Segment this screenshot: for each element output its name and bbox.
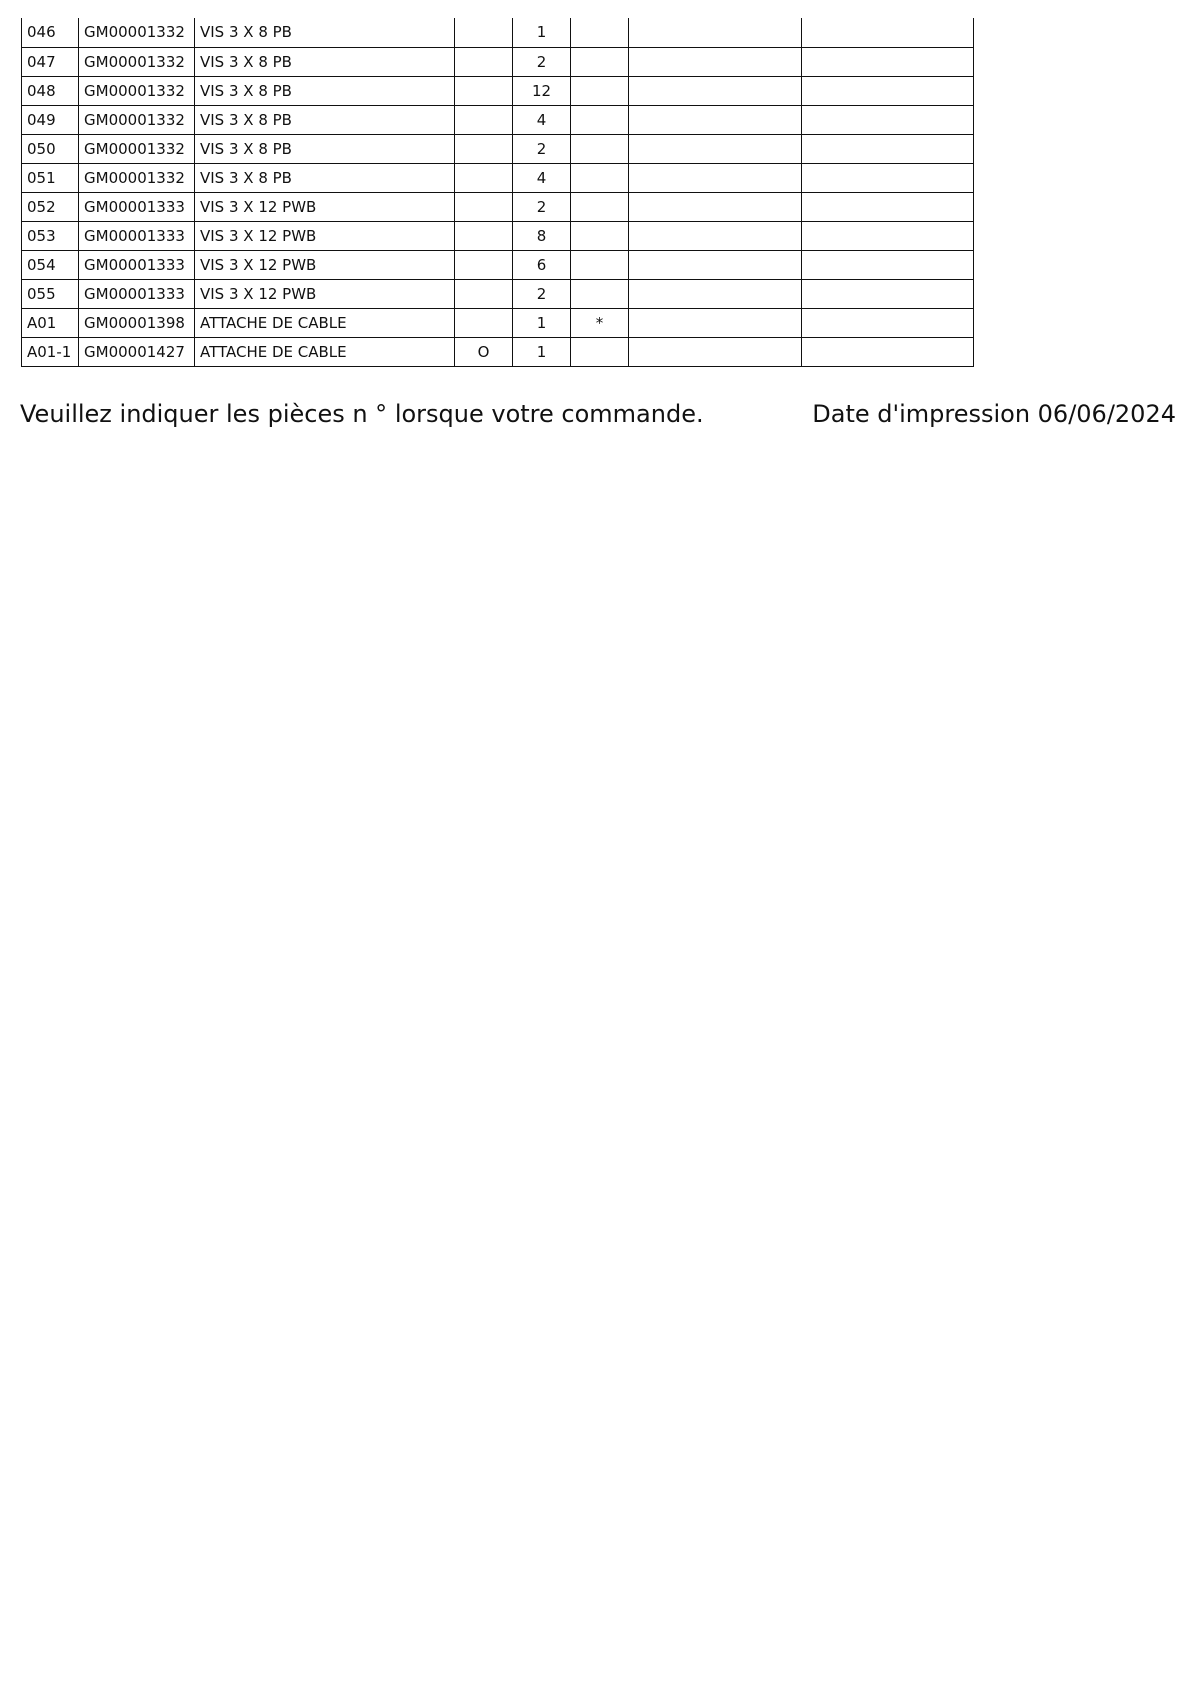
part-ref-cell: 055 [22, 279, 79, 308]
part-quantity-cell: 1 [513, 308, 571, 337]
part-extra-cell [629, 163, 802, 192]
part-flag-cell [571, 105, 629, 134]
part-mark-cell [455, 308, 513, 337]
part-ref-cell: 053 [22, 221, 79, 250]
part-ref-cell: 051 [22, 163, 79, 192]
part-extra-cell [629, 337, 802, 366]
part-code-cell: GM00001332 [79, 105, 195, 134]
part-extra-cell [802, 337, 974, 366]
part-quantity-cell: 6 [513, 250, 571, 279]
part-mark-cell [455, 279, 513, 308]
part-quantity-cell: 8 [513, 221, 571, 250]
part-ref-cell: 047 [22, 47, 79, 76]
order-instruction-note: Veuillez indiquer les pièces n ° lorsque votre commande. [20, 400, 704, 428]
part-quantity-cell: 4 [513, 105, 571, 134]
part-extra-cell [802, 18, 974, 47]
part-flag-cell [571, 279, 629, 308]
part-extra-cell [629, 47, 802, 76]
part-mark-cell [455, 192, 513, 221]
part-description-cell: VIS 3 X 8 PB [195, 105, 455, 134]
part-mark-cell [455, 163, 513, 192]
part-description-cell: VIS 3 X 8 PB [195, 163, 455, 192]
part-extra-cell [802, 47, 974, 76]
part-extra-cell [802, 250, 974, 279]
part-ref-cell: 050 [22, 134, 79, 163]
part-quantity-cell: 4 [513, 163, 571, 192]
part-mark-cell [455, 134, 513, 163]
part-code-cell: GM00001332 [79, 18, 195, 47]
part-flag-cell [571, 192, 629, 221]
table-row [22, 308, 974, 337]
print-date: Date d'impression 06/06/2024 [812, 400, 1176, 428]
part-flag-cell [571, 337, 629, 366]
part-description-cell: VIS 3 X 8 PB [195, 134, 455, 163]
part-quantity-cell: 2 [513, 192, 571, 221]
part-ref-cell: 052 [22, 192, 79, 221]
part-extra-cell [629, 221, 802, 250]
part-code-cell: GM00001333 [79, 279, 195, 308]
part-code-cell: GM00001398 [79, 308, 195, 337]
part-code-cell: GM00001332 [79, 134, 195, 163]
part-description-cell: VIS 3 X 12 PWB [195, 250, 455, 279]
part-ref-cell: 054 [22, 250, 79, 279]
part-code-cell: GM00001333 [79, 250, 195, 279]
table-row [22, 134, 974, 163]
table-row [22, 192, 974, 221]
part-mark-cell [455, 18, 513, 47]
part-flag-cell [571, 18, 629, 47]
part-flag-cell [571, 76, 629, 105]
part-code-cell: GM00001427 [79, 337, 195, 366]
part-mark-cell [455, 105, 513, 134]
part-mark-cell [455, 221, 513, 250]
part-description-cell: VIS 3 X 12 PWB [195, 279, 455, 308]
part-extra-cell [802, 163, 974, 192]
part-mark-cell [455, 76, 513, 105]
part-extra-cell [802, 192, 974, 221]
part-extra-cell [629, 18, 802, 47]
table-row [22, 47, 974, 76]
part-extra-cell [802, 76, 974, 105]
part-description-cell: VIS 3 X 12 PWB [195, 192, 455, 221]
table-row [22, 279, 974, 308]
part-extra-cell [802, 308, 974, 337]
part-flag-cell: * [571, 308, 629, 337]
part-ref-cell: 048 [22, 76, 79, 105]
table-row [22, 18, 974, 47]
part-code-cell: GM00001332 [79, 163, 195, 192]
part-quantity-cell: 1 [513, 337, 571, 366]
part-extra-cell [629, 308, 802, 337]
part-quantity-cell: 2 [513, 134, 571, 163]
part-code-cell: GM00001332 [79, 47, 195, 76]
part-extra-cell [629, 105, 802, 134]
part-flag-cell [571, 250, 629, 279]
part-mark-cell [455, 250, 513, 279]
table-row [22, 337, 974, 366]
part-extra-cell [629, 134, 802, 163]
part-description-cell: VIS 3 X 12 PWB [195, 221, 455, 250]
part-mark-cell [455, 47, 513, 76]
parts-table [21, 18, 974, 367]
table-row [22, 76, 974, 105]
part-quantity-cell: 12 [513, 76, 571, 105]
part-extra-cell [802, 279, 974, 308]
part-extra-cell [802, 134, 974, 163]
part-quantity-cell: 2 [513, 47, 571, 76]
part-ref-cell: 049 [22, 105, 79, 134]
part-code-cell: GM00001332 [79, 76, 195, 105]
table-row [22, 250, 974, 279]
part-code-cell: GM00001333 [79, 192, 195, 221]
part-description-cell: VIS 3 X 8 PB [195, 47, 455, 76]
table-row [22, 105, 974, 134]
part-ref-cell: 046 [22, 18, 79, 47]
part-code-cell: GM00001333 [79, 221, 195, 250]
part-quantity-cell: 1 [513, 18, 571, 47]
part-ref-cell: A01 [22, 308, 79, 337]
part-description-cell: VIS 3 X 8 PB [195, 18, 455, 47]
table-row [22, 163, 974, 192]
part-description-cell: ATTACHE DE CABLE [195, 308, 455, 337]
parts-table-body [22, 18, 974, 366]
part-extra-cell [629, 76, 802, 105]
part-extra-cell [802, 221, 974, 250]
part-ref-cell: A01-1 [22, 337, 79, 366]
part-extra-cell [802, 105, 974, 134]
part-description-cell: ATTACHE DE CABLE [195, 337, 455, 366]
part-extra-cell [629, 250, 802, 279]
part-flag-cell [571, 163, 629, 192]
table-row [22, 221, 974, 250]
part-flag-cell [571, 221, 629, 250]
part-flag-cell [571, 134, 629, 163]
part-extra-cell [629, 279, 802, 308]
part-mark-cell: O [455, 337, 513, 366]
part-flag-cell [571, 47, 629, 76]
part-description-cell: VIS 3 X 8 PB [195, 76, 455, 105]
part-quantity-cell: 2 [513, 279, 571, 308]
part-extra-cell [629, 192, 802, 221]
